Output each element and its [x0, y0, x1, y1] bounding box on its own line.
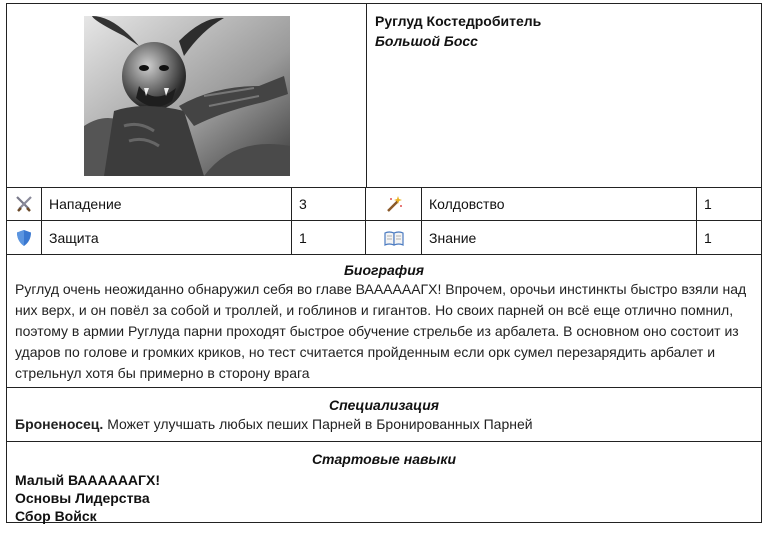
portrait-cell: [7, 4, 367, 187]
stats-row-1: [7, 188, 761, 221]
specialization-name: Броненосец.: [15, 416, 104, 432]
attack-label: Нападение: [42, 188, 292, 220]
magic-wand-icon: [366, 188, 422, 220]
hero-class: Большой Босс: [375, 33, 478, 49]
hero-portrait: [84, 16, 290, 176]
starting-skills-list: [15, 471, 753, 525]
hero-name: Руглуд Костедробитель: [375, 13, 542, 29]
skill-item: Малый ВААААААГХ!: [15, 472, 160, 488]
sorcery-value: 1: [704, 196, 712, 212]
starting-skills-title: Стартовые навыки: [311, 451, 457, 467]
stats-row-2: [7, 221, 761, 255]
open-book-icon: [366, 221, 422, 254]
hero-name-cell: [367, 4, 761, 187]
attack-value: 3: [292, 188, 366, 220]
starting-skills-section: [7, 442, 761, 522]
shield-icon: [7, 221, 42, 254]
specialization-text: [15, 415, 753, 433]
biography-title: Биография: [343, 262, 424, 278]
biography-text: Руглуд очень неожиданно обнаружил себя во главе ВААААААГХ! Впрочем, орочьи инстинкты быстро взяли над них верх, и он повёл за собой и троллей, и гоблинов и гигантов. Но своих парней он всё еще отлично помнил, поэтому в армии Руглуда парни проходят быстрое обучение стрельбе из арбалета. В основном оно состоит из ударов по голове и громких криков, но тест считается пройденным если орк сумел перезарядить арбалет и стрельнул хотя бы примерно в сторону врага: [15, 281, 747, 381]
crossed-swords-icon: [7, 188, 42, 220]
knowledge-label: Знание: [422, 221, 697, 254]
defense-value: 1: [292, 221, 366, 254]
defense-label: Защита: [42, 221, 292, 254]
biography-section: [7, 255, 761, 388]
specialization-description: Может улучшать любых пеших Парней в Бронированных Парней: [103, 416, 533, 432]
specialization-title: Специализация: [328, 397, 440, 413]
hero-card: [6, 3, 762, 523]
skill-item: Сбор Войск: [15, 508, 97, 524]
specialization-section: [7, 388, 761, 442]
skill-item: Основы Лидерства: [15, 490, 150, 506]
hero-header-row: [7, 4, 761, 188]
knowledge-value: 1: [704, 229, 712, 246]
sorcery-label: Колдовство: [422, 188, 697, 220]
